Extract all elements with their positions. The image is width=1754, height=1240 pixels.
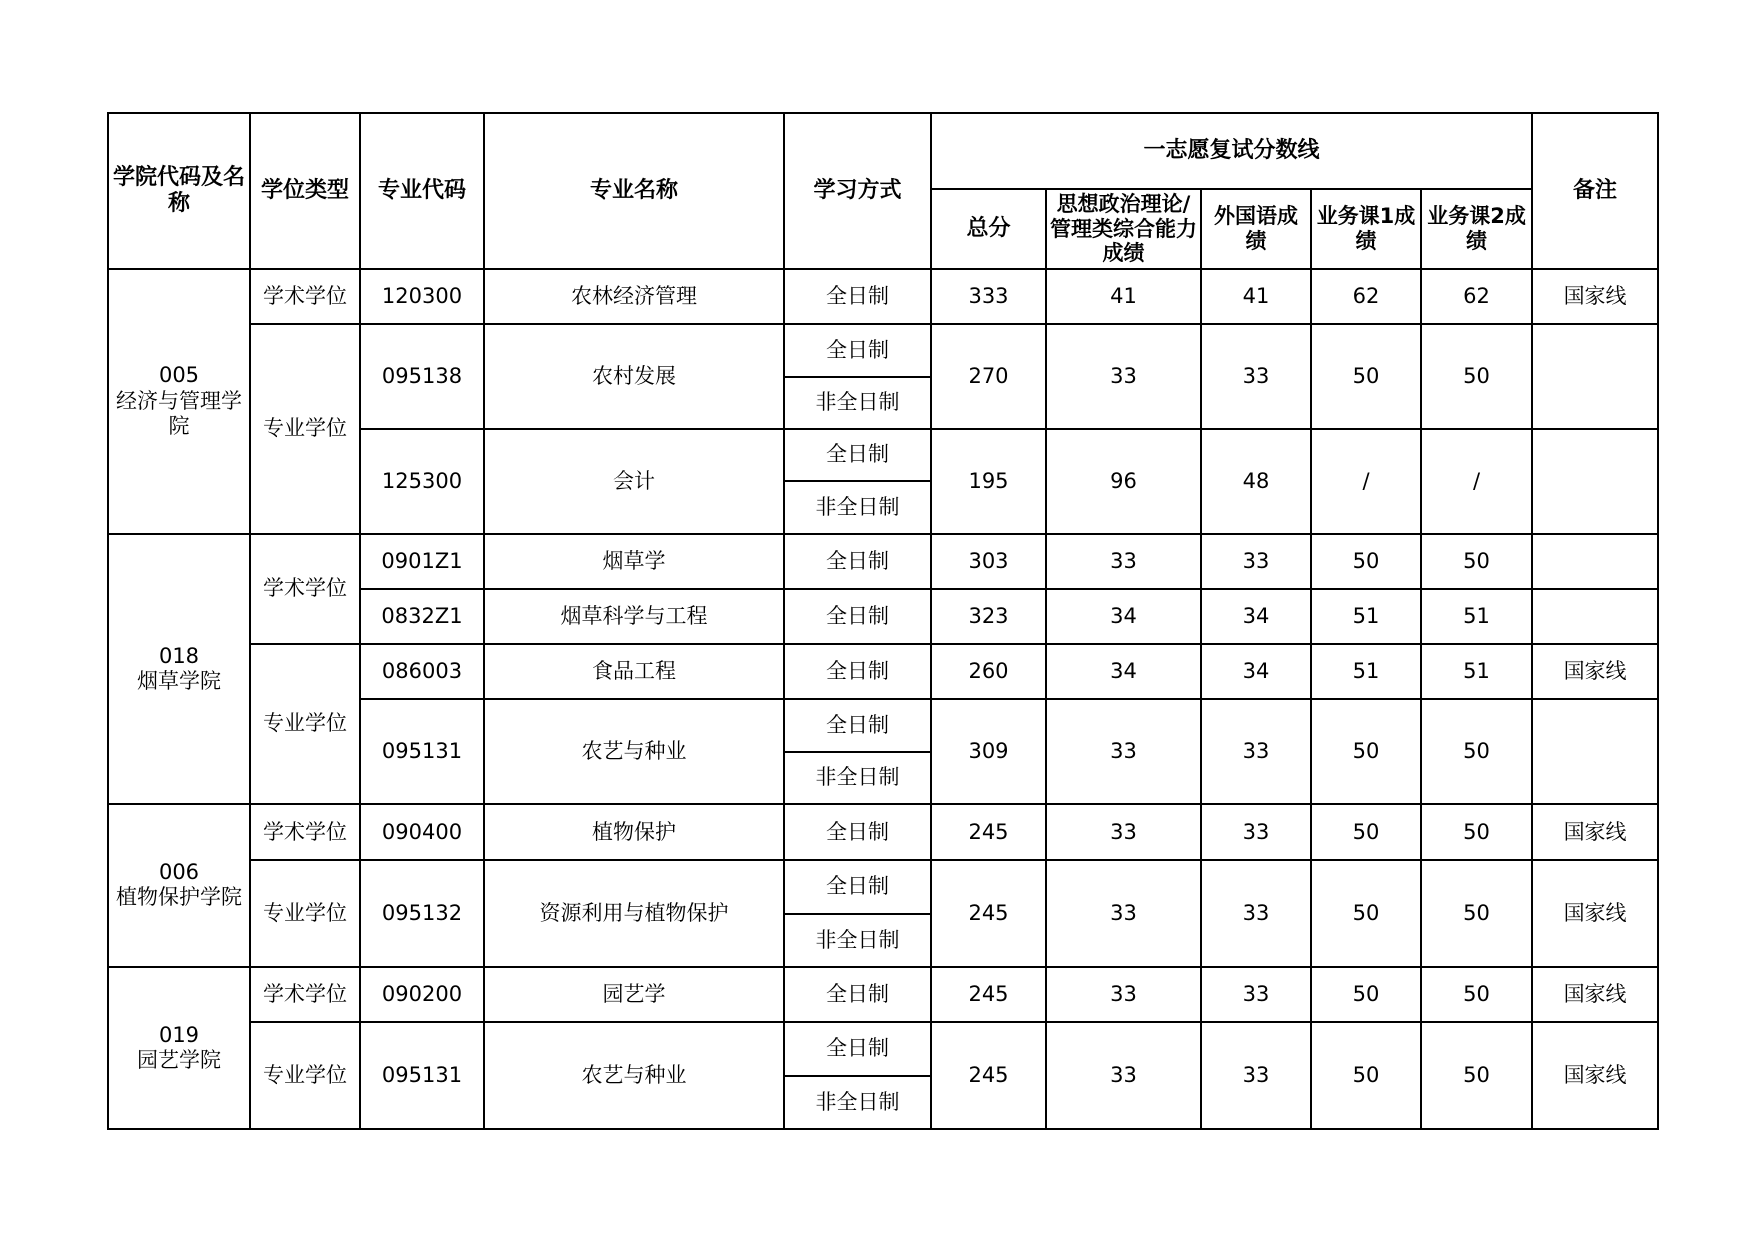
college-cell [108, 269, 250, 534]
score-politics: 33 [1046, 804, 1201, 860]
major-code: 095138 [360, 324, 484, 429]
score-course1: / [1311, 429, 1421, 534]
header-score-group: 一志愿复试分数线 [931, 113, 1532, 189]
score-foreign: 33 [1201, 967, 1311, 1022]
score-total: 245 [931, 860, 1046, 967]
major-name: 园艺学 [484, 967, 784, 1022]
study-mode: 全日制 [784, 534, 931, 589]
major-name: 农林经济管理 [484, 269, 784, 324]
major-name: 农艺与种业 [484, 1022, 784, 1129]
major-name: 资源利用与植物保护 [484, 860, 784, 967]
remark: 国家线 [1532, 644, 1658, 699]
study-mode: 全日制 [784, 1022, 931, 1075]
score-total: 309 [931, 699, 1046, 804]
major-name: 农艺与种业 [484, 699, 784, 804]
degree-type: 学术学位 [250, 804, 360, 860]
score-course2: 50 [1421, 1022, 1532, 1129]
college-cell [108, 534, 250, 805]
score-course2: 51 [1421, 589, 1532, 644]
score-politics: 33 [1046, 534, 1201, 589]
major-name: 会计 [484, 429, 784, 534]
header-total: 总分 [931, 189, 1046, 269]
score-politics: 33 [1046, 860, 1201, 967]
score-total: 245 [931, 804, 1046, 860]
score-foreign: 34 [1201, 644, 1311, 699]
study-mode: 非全日制 [784, 914, 931, 967]
score-foreign: 41 [1201, 269, 1311, 324]
header-college: 学院代码及名称 [108, 113, 250, 269]
degree-type: 专业学位 [250, 1022, 360, 1129]
score-course1: 50 [1311, 699, 1421, 804]
score-course2: 50 [1421, 699, 1532, 804]
score-foreign: 33 [1201, 1022, 1311, 1129]
major-code: 090200 [360, 967, 484, 1022]
remark [1532, 699, 1658, 804]
score-foreign: 33 [1201, 534, 1311, 589]
college-name: 园艺学院 [137, 1047, 221, 1072]
degree-type: 学术学位 [250, 967, 360, 1022]
remark: 国家线 [1532, 804, 1658, 860]
college-code: 018 [158, 643, 200, 668]
score-foreign: 33 [1201, 804, 1311, 860]
remark [1532, 534, 1658, 589]
score-foreign: 33 [1201, 860, 1311, 967]
score-foreign: 33 [1201, 699, 1311, 804]
major-name: 食品工程 [484, 644, 784, 699]
header-course1: 业务课1成绩 [1311, 189, 1421, 269]
score-politics: 33 [1046, 967, 1201, 1022]
study-mode: 全日制 [784, 860, 931, 913]
major-code: 095131 [360, 699, 484, 804]
score-course2: 50 [1421, 804, 1532, 860]
score-table [107, 112, 1659, 1130]
score-course2: / [1421, 429, 1532, 534]
college-name: 植物保护学院 [116, 885, 242, 910]
score-course1: 50 [1311, 324, 1421, 429]
score-total: 260 [931, 644, 1046, 699]
remark: 国家线 [1532, 967, 1658, 1022]
score-foreign: 48 [1201, 429, 1311, 534]
score-course2: 50 [1421, 534, 1532, 589]
study-mode: 非全日制 [784, 1076, 931, 1129]
major-name: 烟草科学与工程 [484, 589, 784, 644]
score-course1: 62 [1311, 269, 1421, 324]
remark: 国家线 [1532, 1022, 1658, 1129]
header-study-mode: 学习方式 [784, 113, 931, 269]
score-total: 333 [931, 269, 1046, 324]
major-name: 烟草学 [484, 534, 784, 589]
remark [1532, 324, 1658, 429]
study-mode: 非全日制 [784, 377, 931, 429]
study-mode: 全日制 [784, 967, 931, 1022]
score-total: 195 [931, 429, 1046, 534]
header-remark: 备注 [1532, 113, 1658, 269]
header-politics: 思想政治理论/管理类综合能力成绩 [1046, 189, 1201, 269]
major-code: 120300 [360, 269, 484, 324]
major-code: 090400 [360, 804, 484, 860]
study-mode: 非全日制 [784, 752, 931, 804]
score-course2: 50 [1421, 324, 1532, 429]
score-foreign: 33 [1201, 324, 1311, 429]
score-total: 245 [931, 1022, 1046, 1129]
study-mode: 全日制 [784, 644, 931, 699]
college-code: 019 [158, 1022, 200, 1047]
major-name: 植物保护 [484, 804, 784, 860]
score-politics: 33 [1046, 699, 1201, 804]
college-code: 006 [158, 860, 200, 885]
score-politics: 41 [1046, 269, 1201, 324]
college-cell [108, 804, 250, 967]
major-code: 095132 [360, 860, 484, 967]
remark: 国家线 [1532, 269, 1658, 324]
header-degree-type: 学位类型 [250, 113, 360, 269]
college-name: 烟草学院 [137, 668, 221, 693]
score-course2: 50 [1421, 967, 1532, 1022]
score-course1: 50 [1311, 967, 1421, 1022]
score-foreign: 34 [1201, 589, 1311, 644]
score-total: 245 [931, 967, 1046, 1022]
score-course1: 51 [1311, 589, 1421, 644]
college-name: 经济与管理学院 [116, 388, 242, 438]
college-code: 005 [158, 363, 200, 388]
degree-type: 学术学位 [250, 534, 360, 645]
study-mode: 全日制 [784, 324, 931, 376]
header-major-name: 专业名称 [484, 113, 784, 269]
major-name: 农村发展 [484, 324, 784, 429]
major-code: 0832Z1 [360, 589, 484, 644]
score-total: 270 [931, 324, 1046, 429]
header-major-code: 专业代码 [360, 113, 484, 269]
degree-type: 专业学位 [250, 644, 360, 804]
score-politics: 34 [1046, 644, 1201, 699]
study-mode: 全日制 [784, 269, 931, 324]
header-course2: 业务课2成绩 [1421, 189, 1532, 269]
major-code: 125300 [360, 429, 484, 534]
score-course1: 50 [1311, 804, 1421, 860]
remark [1532, 589, 1658, 644]
study-mode: 非全日制 [784, 481, 931, 533]
score-course2: 51 [1421, 644, 1532, 699]
score-course1: 51 [1311, 644, 1421, 699]
score-politics: 33 [1046, 324, 1201, 429]
score-politics: 34 [1046, 589, 1201, 644]
major-code: 0901Z1 [360, 534, 484, 589]
score-course2: 62 [1421, 269, 1532, 324]
score-total: 303 [931, 534, 1046, 589]
score-politics: 96 [1046, 429, 1201, 534]
score-total: 323 [931, 589, 1046, 644]
study-mode: 全日制 [784, 804, 931, 860]
study-mode: 全日制 [784, 429, 931, 481]
score-course1: 50 [1311, 1022, 1421, 1129]
degree-type: 专业学位 [250, 860, 360, 967]
header-foreign: 外国语成绩 [1201, 189, 1311, 269]
remark: 国家线 [1532, 860, 1658, 967]
degree-type: 专业学位 [250, 324, 360, 533]
score-politics: 33 [1046, 1022, 1201, 1129]
score-course1: 50 [1311, 534, 1421, 589]
degree-type: 学术学位 [250, 269, 360, 324]
score-course1: 50 [1311, 860, 1421, 967]
study-mode: 全日制 [784, 699, 931, 751]
remark [1532, 429, 1658, 534]
major-code: 086003 [360, 644, 484, 699]
college-cell [108, 967, 250, 1129]
major-code: 095131 [360, 1022, 484, 1129]
score-course2: 50 [1421, 860, 1532, 967]
study-mode: 全日制 [784, 589, 931, 644]
